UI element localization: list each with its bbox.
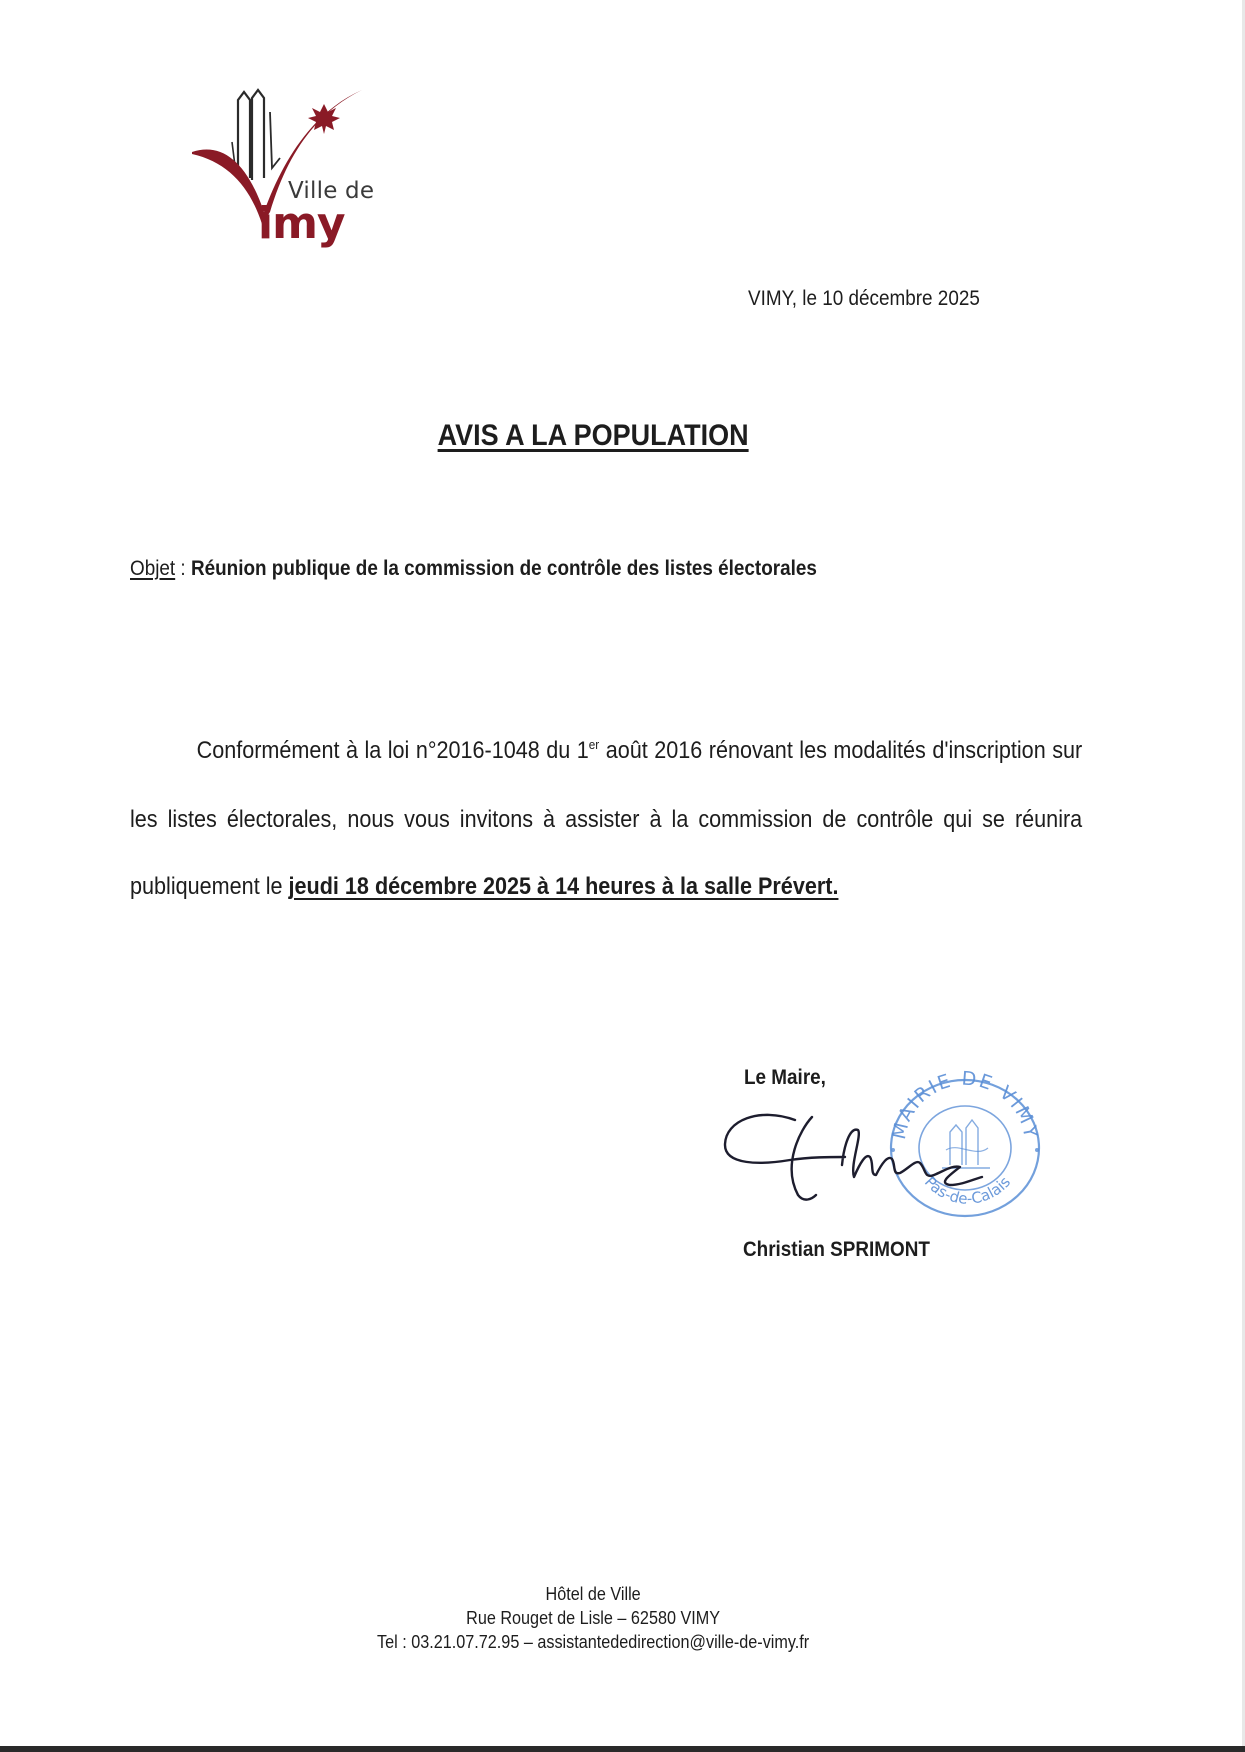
logo-vimy-text: imy (258, 198, 345, 249)
date-line: VIMY, le 10 décembre 2025 (748, 287, 980, 310)
object-label: Objet (130, 557, 176, 580)
body-line3-plain: publiquement le (130, 873, 289, 900)
stamp-top-text: MAIRIE DE VIMY (887, 1070, 1042, 1142)
body-line-3 (130, 873, 1082, 901)
page-title: AVIS A LA POPULATION (437, 419, 749, 452)
stamp-bottom-text: Pas-de-Calais (920, 1173, 1015, 1208)
body-line1-end: août 2016 rénovant les modalités d'inscription sur (599, 737, 1083, 764)
object-separator: : (175, 557, 191, 580)
footer-line-3: Tel : 03.21.07.72.95 – assistantededirection@ville-de-vimy.fr (377, 1632, 810, 1652)
mayor-signature-icon (720, 1105, 1020, 1215)
logo-ville-de-text: Ville de (288, 178, 375, 204)
footer-line-2: Rue Rouget de Lisle – 62580 VIMY (466, 1608, 721, 1628)
footer-line-1: Hôtel de Ville (545, 1584, 641, 1604)
body-line1-start: Conformément à la loi n°2016-1048 du 1 (196, 737, 589, 764)
meeting-details: jeudi 18 décembre 2025 à 14 heures à la salle Prévert. (288, 873, 839, 900)
object-line (130, 557, 817, 581)
object-text: Réunion publique de la commission de contrôle des listes électorales (190, 557, 817, 580)
body-line1-superscript: er (588, 737, 600, 752)
mayor-title: Le Maire, (744, 1066, 826, 1089)
body-line-1 (130, 737, 1082, 765)
scan-bottom-edge (0, 1746, 1245, 1752)
body-line-2: les listes électorales, nous vous invitons à assister à la commission de contrôle qui se réunira (130, 806, 1083, 833)
mayor-name: Christian SPRIMONT (743, 1238, 930, 1261)
vimy-logo (192, 82, 392, 252)
footer-address (0, 1582, 1186, 1654)
